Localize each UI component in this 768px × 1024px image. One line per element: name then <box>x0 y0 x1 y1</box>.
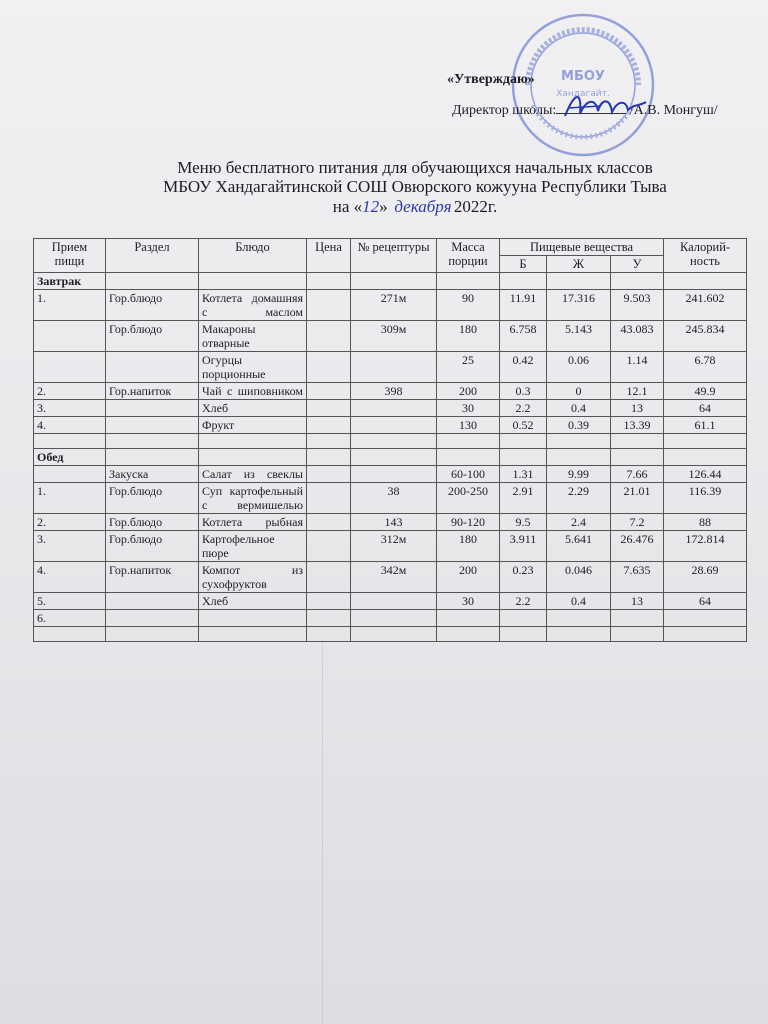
cell-carbs: 43.083 <box>611 321 664 352</box>
cell-section: Гор.напиток <box>106 383 199 400</box>
cell-dish: Фрукт <box>199 417 307 434</box>
cell-protein: 0.42 <box>500 352 547 383</box>
title-date-line <box>0 197 768 217</box>
cell-price <box>307 400 351 417</box>
cell-calories: 61.1 <box>664 417 747 434</box>
cell-section: Гор.блюдо <box>106 531 199 562</box>
table-row <box>34 400 747 417</box>
cell-price <box>307 466 351 483</box>
cell-dish: Котлета домашняя с маслом <box>199 290 307 321</box>
cell-protein <box>500 610 547 627</box>
cell-carbs: 1.14 <box>611 352 664 383</box>
cell-section: Закуска <box>106 466 199 483</box>
blank-row <box>34 627 747 642</box>
cell-protein: 9.5 <box>500 514 547 531</box>
cell-price <box>307 383 351 400</box>
cell-number: 6. <box>34 610 106 627</box>
cell-carbs: 7.2 <box>611 514 664 531</box>
cell-mass: 130 <box>437 417 500 434</box>
cell-dish: Картофельное пюре <box>199 531 307 562</box>
cell-price <box>307 514 351 531</box>
cell-number: 4. <box>34 417 106 434</box>
cell-mass: 180 <box>437 321 500 352</box>
header-mass: Масса порции <box>437 239 500 273</box>
cell-mass: 200 <box>437 562 500 593</box>
cell-fat <box>547 610 611 627</box>
cell-dish: Хлеб <box>199 593 307 610</box>
cell-protein: 2.91 <box>500 483 547 514</box>
cell-carbs: 21.01 <box>611 483 664 514</box>
cell-price <box>307 562 351 593</box>
cell-fat: 2.4 <box>547 514 611 531</box>
cell-fat: 0 <box>547 383 611 400</box>
cell-number <box>34 321 106 352</box>
header-recipe: № рецептуры <box>351 239 437 273</box>
cell-carbs: 12.1 <box>611 383 664 400</box>
cell-calories: 245.834 <box>664 321 747 352</box>
cell-calories: 172.814 <box>664 531 747 562</box>
paper-fold <box>322 640 323 1024</box>
cell-number: 5. <box>34 593 106 610</box>
cell-recipe <box>351 417 437 434</box>
cell-price <box>307 593 351 610</box>
cell-recipe: 143 <box>351 514 437 531</box>
cell-calories: 116.39 <box>664 483 747 514</box>
cell-carbs: 26.476 <box>611 531 664 562</box>
cell-carbs: 7.635 <box>611 562 664 593</box>
cell-recipe <box>351 593 437 610</box>
cell-protein: 0.3 <box>500 383 547 400</box>
cell-dish: Хлеб <box>199 400 307 417</box>
cell-number: 2. <box>34 514 106 531</box>
cell-mass: 30 <box>437 400 500 417</box>
cell-recipe <box>351 352 437 383</box>
cell-dish: Огурцы порционные <box>199 352 307 383</box>
cell-fat: 5.641 <box>547 531 611 562</box>
header-carbs: У <box>611 256 664 273</box>
svg-text:Хандагайт.: Хандагайт. <box>556 89 610 99</box>
cell-price <box>307 483 351 514</box>
table-row <box>34 383 747 400</box>
cell-carbs: 13 <box>611 400 664 417</box>
cell-carbs <box>611 610 664 627</box>
title-line-1: Меню бесплатного питания для обучающихся начальных классов <box>177 158 653 177</box>
cell-mass: 200 <box>437 383 500 400</box>
cell-fat: 17.316 <box>547 290 611 321</box>
date-prefix: на « <box>332 197 363 216</box>
cell-fat: 0.39 <box>547 417 611 434</box>
cell-recipe: 38 <box>351 483 437 514</box>
cell-section: Гор.блюдо <box>106 483 199 514</box>
cell-section: Гор.блюдо <box>106 514 199 531</box>
header-calories: Калорий-ность <box>664 239 747 273</box>
header-section: Раздел <box>106 239 199 273</box>
cell-section: Гор.блюдо <box>106 290 199 321</box>
cell-mass: 25 <box>437 352 500 383</box>
table-row <box>34 593 747 610</box>
cell-dish: Чай с шиповником <box>199 383 307 400</box>
cell-dish: Котлета рыбная <box>199 514 307 531</box>
cell-number: 4. <box>34 562 106 593</box>
cell-number: 2. <box>34 383 106 400</box>
cell-recipe: 309м <box>351 321 437 352</box>
svg-text:МБОУ: МБОУ <box>561 69 605 84</box>
cell-section <box>106 400 199 417</box>
cell-recipe: 342м <box>351 562 437 593</box>
date-year: 2022г. <box>453 197 498 216</box>
cell-calories: 28.69 <box>664 562 747 593</box>
cell-recipe <box>351 466 437 483</box>
cell-price <box>307 417 351 434</box>
cell-carbs: 13 <box>611 593 664 610</box>
cell-fat: 5.143 <box>547 321 611 352</box>
header-fat: Ж <box>547 256 611 273</box>
cell-mass: 90-120 <box>437 514 500 531</box>
director-signature <box>560 86 650 126</box>
cell-dish: Суп картофельный с вермишелью <box>199 483 307 514</box>
section-label-breakfast: Завтрак <box>34 273 106 290</box>
cell-carbs: 7.66 <box>611 466 664 483</box>
cell-price <box>307 321 351 352</box>
section-row-breakfast <box>34 273 747 290</box>
table-row <box>34 417 747 434</box>
cell-calories <box>664 610 747 627</box>
cell-section <box>106 417 199 434</box>
table-row <box>34 290 747 321</box>
cell-mass: 200-250 <box>437 483 500 514</box>
section-row-lunch <box>34 449 747 466</box>
header-protein: Б <box>500 256 547 273</box>
cell-price <box>307 531 351 562</box>
director-name: /А.В. Монгуш/ <box>629 103 718 118</box>
cell-price <box>307 352 351 383</box>
cell-recipe <box>351 610 437 627</box>
cell-protein: 6.758 <box>500 321 547 352</box>
director-label: Директор школы: <box>452 103 557 118</box>
cell-number: 3. <box>34 400 106 417</box>
table-row <box>34 514 747 531</box>
cell-calories: 241.602 <box>664 290 747 321</box>
header-dish: Блюдо <box>199 239 307 273</box>
cell-price <box>307 290 351 321</box>
cell-section <box>106 610 199 627</box>
cell-calories: 49.9 <box>664 383 747 400</box>
header-nutrients: Пищевые вещества <box>500 239 664 256</box>
header-price: Цена <box>307 239 351 273</box>
cell-section: Гор.блюдо <box>106 321 199 352</box>
table-row <box>34 352 747 383</box>
cell-mass: 90 <box>437 290 500 321</box>
table-row <box>34 562 747 593</box>
cell-fat: 0.046 <box>547 562 611 593</box>
cell-carbs: 9.503 <box>611 290 664 321</box>
cell-mass: 30 <box>437 593 500 610</box>
cell-recipe: 271м <box>351 290 437 321</box>
header-row <box>34 239 747 256</box>
cell-protein: 3.911 <box>500 531 547 562</box>
cell-calories: 64 <box>664 400 747 417</box>
cell-fat: 0.4 <box>547 593 611 610</box>
header-meal: Прием пищи <box>34 239 106 273</box>
table-row <box>34 466 747 483</box>
cell-dish: Компот из сухофруктов <box>199 562 307 593</box>
cell-dish: Салат из свеклы <box>199 466 307 483</box>
cell-section <box>106 352 199 383</box>
cell-number <box>34 466 106 483</box>
cell-dish: Макароны отварные <box>199 321 307 352</box>
cell-section: Гор.напиток <box>106 562 199 593</box>
table-row <box>34 610 747 627</box>
cell-mass <box>437 610 500 627</box>
cell-mass: 180 <box>437 531 500 562</box>
table-row <box>34 321 747 352</box>
cell-recipe <box>351 400 437 417</box>
cell-protein: 2.2 <box>500 593 547 610</box>
cell-calories: 126.44 <box>664 466 747 483</box>
approval-label: «Утверждаю» <box>447 72 535 87</box>
table-row <box>34 531 747 562</box>
cell-number: 3. <box>34 531 106 562</box>
title-line-2: МБОУ Хандагайтинской СОШ Овюрского кожууна Республики Тыва <box>163 177 667 196</box>
cell-fat: 9.99 <box>547 466 611 483</box>
cell-recipe: 312м <box>351 531 437 562</box>
cell-protein: 0.23 <box>500 562 547 593</box>
cell-number <box>34 352 106 383</box>
cell-calories: 88 <box>664 514 747 531</box>
cell-number: 1. <box>34 290 106 321</box>
menu-table <box>33 238 747 642</box>
table-row <box>34 483 747 514</box>
cell-carbs: 13.39 <box>611 417 664 434</box>
cell-protein: 11.91 <box>500 290 547 321</box>
cell-section <box>106 593 199 610</box>
cell-price <box>307 610 351 627</box>
cell-fat: 2.29 <box>547 483 611 514</box>
cell-calories: 64 <box>664 593 747 610</box>
cell-mass: 60-100 <box>437 466 500 483</box>
date-month: декабря <box>394 197 452 216</box>
date-mid: » <box>379 197 392 216</box>
cell-protein: 1.31 <box>500 466 547 483</box>
cell-recipe: 398 <box>351 383 437 400</box>
blank-row <box>34 434 747 449</box>
cell-number: 1. <box>34 483 106 514</box>
cell-protein: 2.2 <box>500 400 547 417</box>
cell-fat: 0.4 <box>547 400 611 417</box>
section-label-lunch: Обед <box>34 449 106 466</box>
cell-calories: 6.78 <box>664 352 747 383</box>
cell-fat: 0.06 <box>547 352 611 383</box>
cell-dish <box>199 610 307 627</box>
cell-protein: 0.52 <box>500 417 547 434</box>
date-day: 12 <box>362 197 380 216</box>
